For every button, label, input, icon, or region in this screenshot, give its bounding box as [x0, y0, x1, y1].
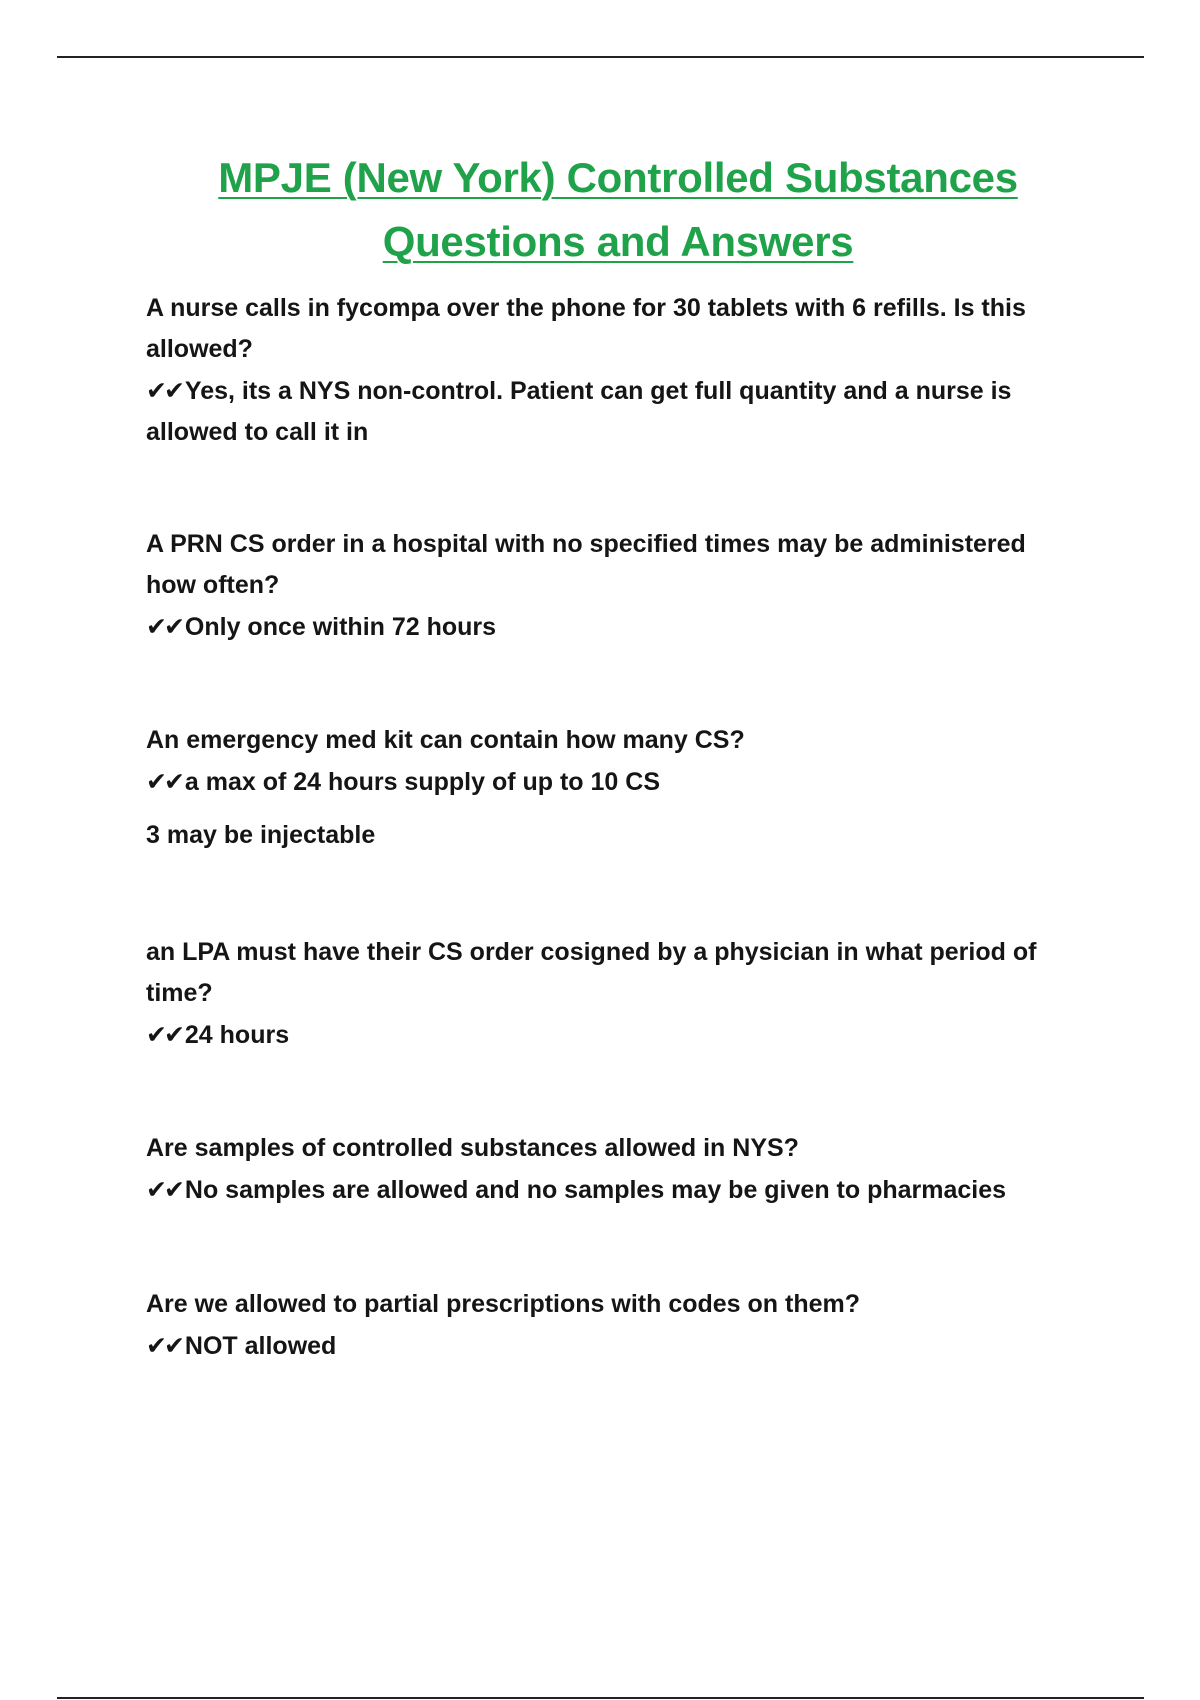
answer-text: 24 hours	[184, 1021, 290, 1049]
top-rule	[57, 56, 1144, 58]
question: Are we allowed to partial prescriptions with codes on them?	[146, 1290, 861, 1318]
document-title	[0, 146, 1200, 274]
check-icon: ✔✔	[146, 612, 182, 641]
answer	[146, 606, 1076, 648]
answer-extra: 3 may be injectable	[146, 821, 376, 849]
answer-text: a max of 24 hours supply of up to 10 CS	[184, 768, 660, 796]
answer	[146, 1169, 1076, 1211]
qa-item	[146, 288, 1076, 453]
qa-item	[146, 932, 1076, 1056]
bottom-rule	[57, 1697, 1144, 1699]
question: an LPA must have their CS order cosigned by a physician in what period of time?	[146, 938, 1037, 1007]
answer	[146, 1325, 1076, 1367]
qa-item	[146, 1284, 1076, 1367]
check-icon: ✔✔	[146, 376, 182, 405]
answer	[146, 1014, 1076, 1056]
check-icon: ✔✔	[146, 1020, 182, 1049]
qa-item	[146, 720, 1076, 856]
answer	[146, 761, 1076, 803]
title-line-1: MPJE (New York) Controlled Substances	[218, 154, 1018, 201]
qa-item	[146, 524, 1076, 648]
qa-item	[146, 1128, 1076, 1211]
answer-text: Only once within 72 hours	[184, 613, 497, 641]
check-icon: ✔✔	[146, 1331, 182, 1360]
answer-text: No samples are allowed and no samples may be given to pharmacies	[184, 1176, 1007, 1204]
title-line-2: Questions and Answers	[382, 218, 854, 265]
question: A nurse calls in fycompa over the phone for 30 tablets with 6 refills. Is this allowed?	[146, 294, 1026, 363]
answer-text: Yes, its a NYS non-control. Patient can get full quantity and a nurse is allowed to call it in	[146, 377, 1012, 446]
question: Are samples of controlled substances allowed in NYS?	[146, 1134, 799, 1162]
check-icon: ✔✔	[146, 1175, 182, 1204]
answer-text: NOT allowed	[184, 1332, 337, 1360]
question: An emergency med kit can contain how many CS?	[146, 726, 745, 754]
answer	[146, 370, 1076, 453]
check-icon: ✔✔	[146, 767, 182, 796]
question: A PRN CS order in a hospital with no specified times may be administered how often?	[146, 530, 1026, 599]
